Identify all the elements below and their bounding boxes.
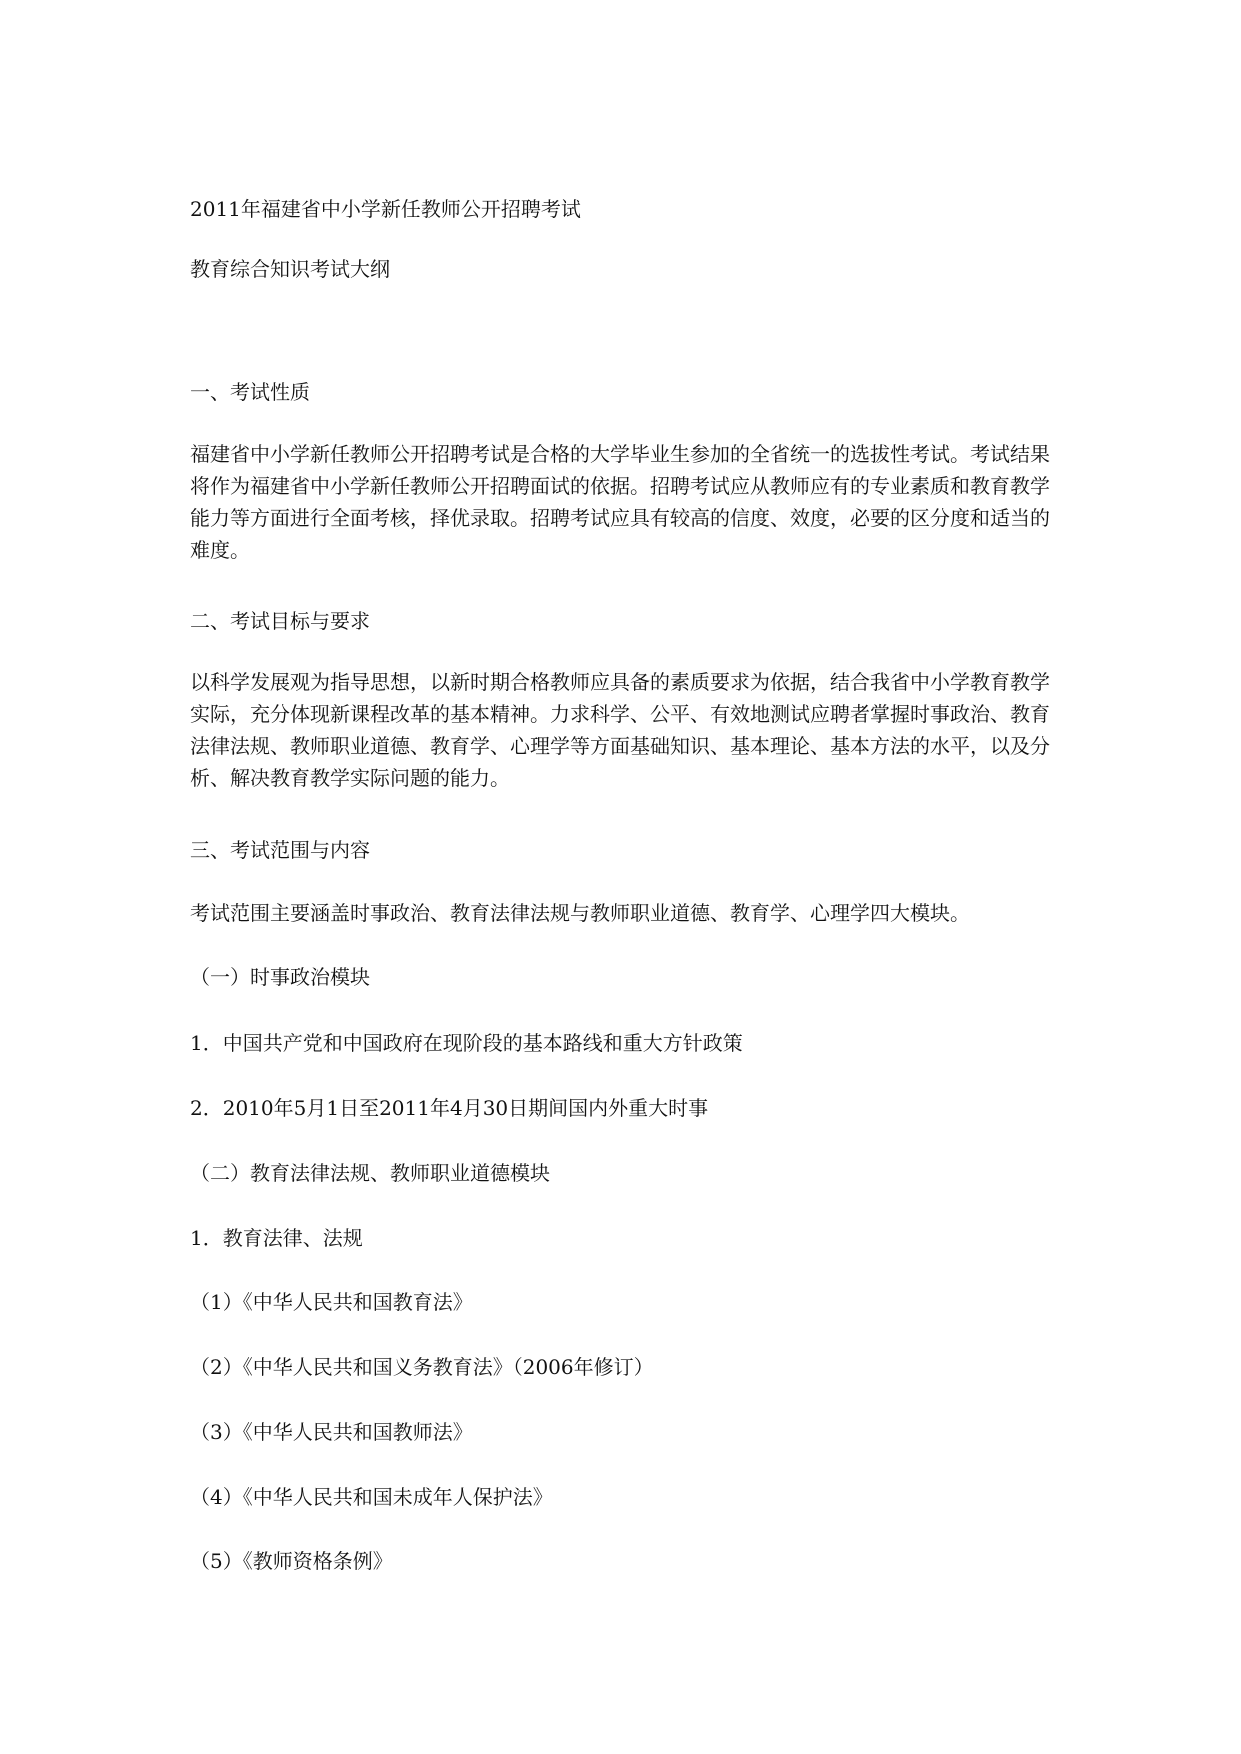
section-heading-2: 二、考试目标与要求 — [190, 609, 370, 633]
section-body-2: 以科学发展观为指导思想，以新时期合格教师应具备的素质要求为依据，结合我省中小学教育教学实际，充分体现新课程改革的基本精神。力求科学、公平、有效地测试应聘者掌握时事政治、教育法律法规、教师职业道德、教育学、心理学等方面基础知识、基本理论、基本方法的水平，以及分析、解决教育教学实际问题的能力。 — [190, 670, 1050, 790]
law-item: （3）《中华人民共和国教师法》 — [190, 1420, 473, 1444]
module-heading-1: （一）时事政治模块 — [190, 965, 370, 989]
list-item: 1．教育法律、法规 — [190, 1226, 363, 1250]
module-heading-2: （二）教育法律法规、教师职业道德模块 — [190, 1161, 550, 1185]
law-item: （4）《中华人民共和国未成年人保护法》 — [190, 1485, 553, 1509]
document-subtitle: 教育综合知识考试大纲 — [190, 257, 390, 281]
document-title: 2011年福建省中小学新任教师公开招聘考试 — [190, 197, 581, 221]
list-item: 1．中国共产党和中国政府在现阶段的基本路线和重大方针政策 — [190, 1031, 743, 1055]
law-item: （5）《教师资格条例》 — [190, 1549, 393, 1573]
law-item: （1）《中华人民共和国教育法》 — [190, 1290, 473, 1314]
section-body-1: 福建省中小学新任教师公开招聘考试是合格的大学毕业生参加的全省统一的选拔性考试。考试结果将作为福建省中小学新任教师公开招聘面试的依据。招聘考试应从教师应有的专业素质和教育教学能力等方面进行全面考核，择优录取。招聘考试应具有较高的信度、效度，必要的区分度和适当的难度。 — [190, 442, 1050, 562]
section-body-3: 考试范围主要涵盖时事政治、教育法律法规与教师职业道德、教育学、心理学四大模块。 — [190, 901, 970, 925]
law-item: （2）《中华人民共和国义务教育法》（2006年修订） — [190, 1355, 654, 1379]
section-heading-3: 三、考试范围与内容 — [190, 838, 370, 862]
section-heading-1: 一、考试性质 — [190, 380, 310, 404]
list-item: 2．2010年5月1日至2011年4月30日期间国内外重大时事 — [190, 1096, 709, 1120]
